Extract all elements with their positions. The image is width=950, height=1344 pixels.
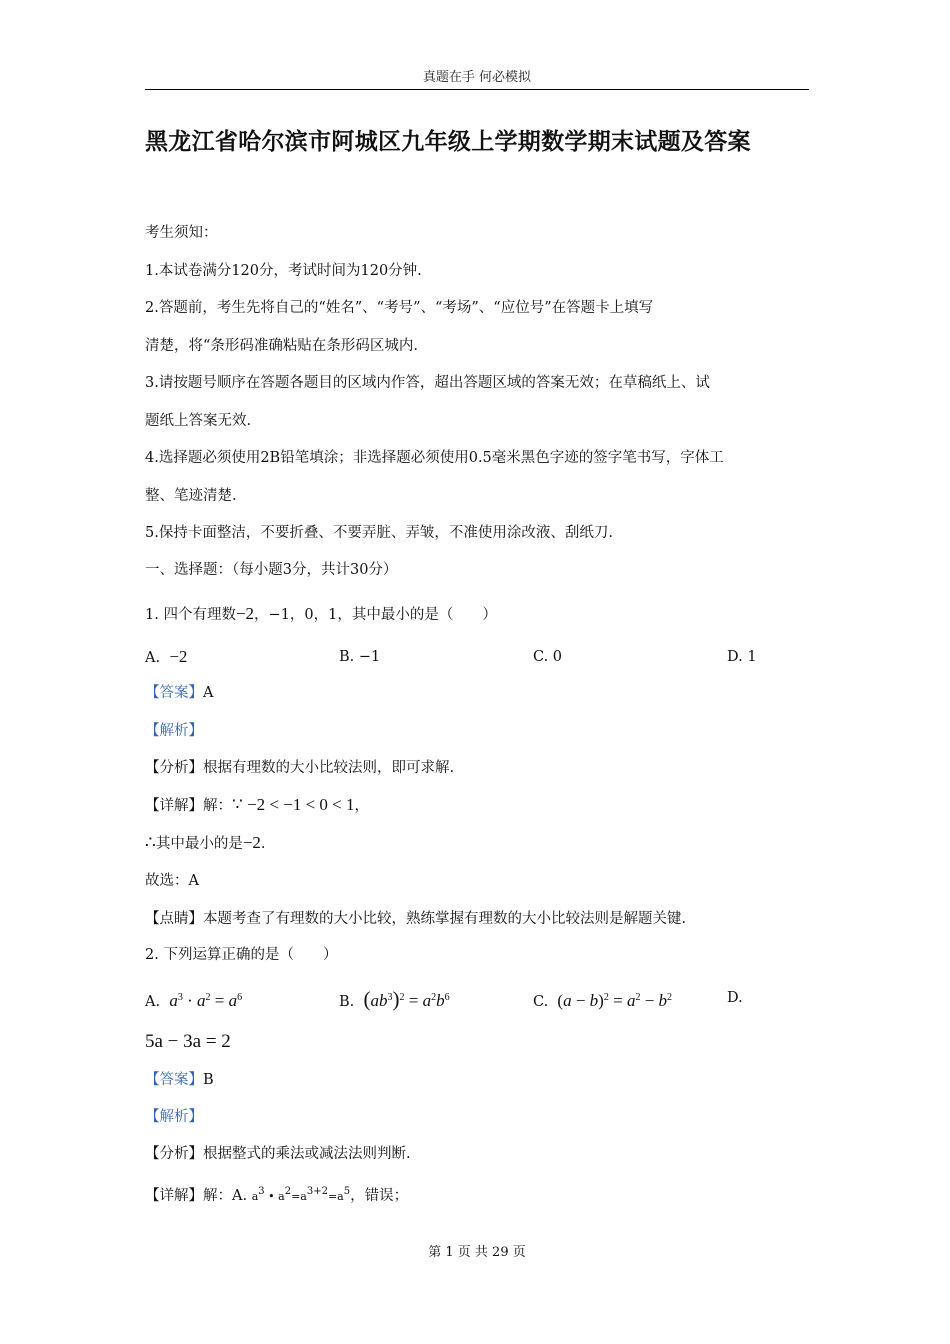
q1-detail [145, 794, 369, 817]
notice-item-1: 1.本试卷满分120分，考试时间为120分钟. [145, 263, 422, 279]
q1-option-c: C. 0 [533, 649, 563, 665]
q1-detail-suffix: ， [354, 798, 370, 814]
notice-item-4a: 4.选择题必须使用2B铅笔填涂；非选择题必须使用0.5毫米黑色字迹的签字笔书写，字体工 [145, 450, 724, 466]
q1-fenxi-text: 根据有理数的大小比较法则，即可求解. [203, 760, 455, 776]
q2-detail-tag: 【详解】 [145, 1188, 203, 1204]
q2-detail [145, 1181, 408, 1208]
notice-item-3a: 3.请按题号顺序在答题各题目的区域内作答，超出答题区域的答案无效；在草稿纸上、试 [145, 375, 710, 391]
q2-analysis-tag: 【解析】 [145, 1109, 203, 1125]
section-heading: 一、选择题：（每小题3分，共计30分） [145, 562, 398, 578]
q2-option-b-label: B. [339, 994, 355, 1010]
q2-option-a-label: A. [145, 994, 161, 1010]
q1-detail-prefix: 解： [203, 798, 232, 814]
q1-option-d: D. 1 [727, 649, 757, 665]
therefore-symbol: ∴ [145, 833, 156, 852]
q2-option-c [533, 987, 672, 1013]
q1-answer [145, 682, 213, 704]
question-1-prefix: 1. 四个有理数 [145, 607, 236, 623]
q1-option-a-value: −2 [169, 647, 188, 666]
page-footer: 第 1 页 共 29 页 [428, 1245, 526, 1260]
notice-item-5: 5.保持卡面整洁，不要折叠、不要弄脏、弄皱，不准使用涂改液、刮纸刀. [145, 525, 613, 541]
q1-option-a-label: A. [145, 650, 161, 666]
q2-detail-suffix: ，错误； [350, 1188, 409, 1204]
notice-item-2a: 2.答题前，考生先将自己的“姓名”、“考号”、“考场”、“应位号”在答题卡上填写 [145, 300, 654, 316]
header-divider [145, 89, 809, 90]
page-header: 真题在手 何必模拟 [422, 70, 532, 85]
q1-therefore [145, 832, 266, 855]
q1-detail-math: ∵ −2 < −1 < 0 < 1 [232, 795, 355, 814]
q1-choice: 故选：A [145, 873, 199, 889]
q1-therefore-end: . [260, 836, 266, 852]
q2-option-b-expr: $(ab^3)^2 = a^2b^6$ [363, 987, 450, 1011]
q1-fenxi-tag: 【分析】 [145, 760, 203, 776]
q2-answer-value: B [203, 1072, 214, 1088]
page-title: 黑龙江省哈尔滨市阿城区九年级上学期数学期末试题及答案 [145, 129, 751, 155]
notice-item-4b: 整、笔迹清楚. [145, 488, 237, 504]
q2-answer [145, 1069, 214, 1091]
q1-therefore-text: 其中最小的是 [155, 836, 243, 852]
q2-fenxi [145, 1143, 411, 1165]
q1-option-a [145, 646, 187, 669]
question-1-number: −2 [235, 604, 255, 623]
q2-option-d-expr: 5a − 3a = 2 [145, 1031, 231, 1052]
q2-detail-prefix: 解：A. [203, 1188, 248, 1204]
q2-detail-expr: $a^3$ • $a^2=a^{3+2}=a^5$ [251, 1186, 351, 1203]
q2-fenxi-text: 根据整式的乘法或减法法则判断. [203, 1146, 411, 1162]
q2-option-c-label: C. [533, 994, 549, 1010]
q2-option-b [339, 987, 450, 1013]
q1-comment-tag: 【点睛】 [145, 911, 203, 927]
q1-fenxi [145, 757, 454, 779]
notice-item-2b: 清楚，将“条形码准确粘贴在条形码区城内. [145, 338, 419, 354]
q2-analysis [145, 1106, 203, 1128]
q2-option-a-expr: $a^3 \cdot a^2 = a^6$ [169, 991, 243, 1010]
q1-therefore-value: −2 [242, 833, 261, 852]
q1-answer-value: A [203, 685, 214, 701]
q1-option-b: B. −1 [339, 649, 381, 665]
q2-option-a [145, 987, 242, 1013]
notice-item-3b: 题纸上答案无效. [145, 413, 252, 429]
question-1-suffix: ，−1，0，1，其中最小的是（ ） [254, 607, 497, 623]
q1-comment [145, 908, 686, 930]
q1-analysis [145, 720, 203, 742]
q2-option-c-expr: $(a - b)^2 = a^2 - b^2$ [557, 991, 673, 1010]
q2-fenxi-tag: 【分析】 [145, 1146, 203, 1162]
question-2-stem: 2. 下列运算正确的是（ ） [145, 947, 338, 963]
q1-comment-text: 本题考查了有理数的大小比较，熟练掌握有理数的大小比较法则是解题关键. [203, 911, 687, 927]
question-1-stem [145, 603, 497, 626]
q2-answer-tag: 【答案】 [145, 1072, 203, 1088]
q1-analysis-tag: 【解析】 [145, 723, 203, 739]
notice-heading: 考生须知： [145, 225, 218, 241]
q2-option-d-label: D. [727, 990, 743, 1006]
q1-answer-tag: 【答案】 [145, 685, 203, 701]
q2-option-d [145, 1031, 231, 1054]
q1-detail-tag: 【详解】 [145, 798, 203, 814]
